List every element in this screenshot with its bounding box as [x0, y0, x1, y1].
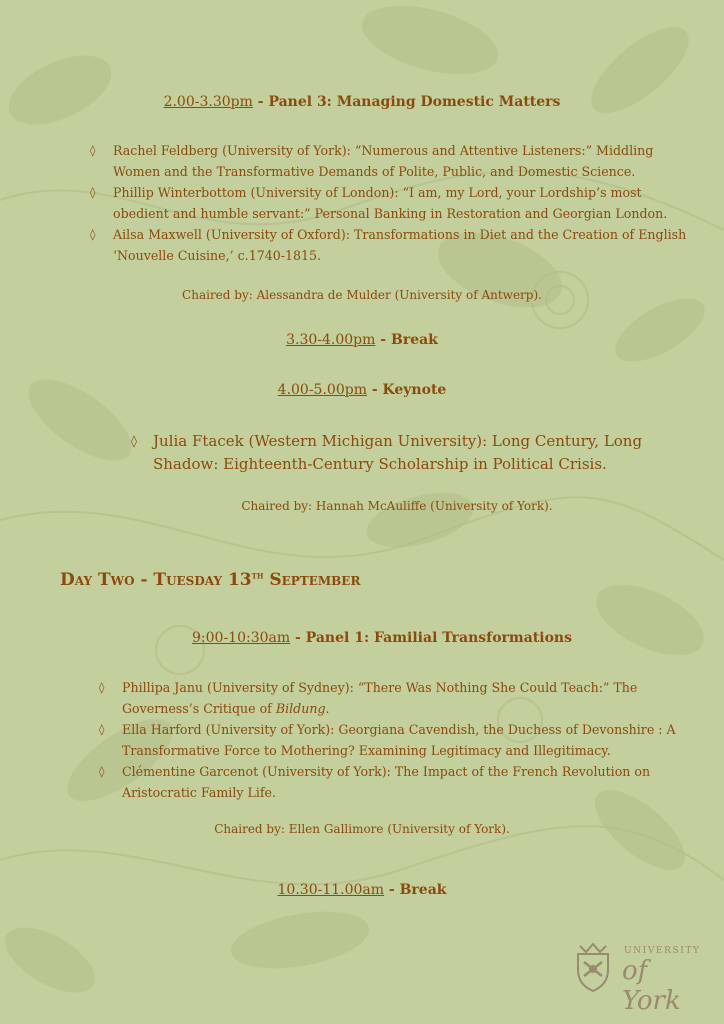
break2-time: 10.30-11.00am — [277, 882, 385, 898]
break2-heading: 10.30-11.00am - Break — [277, 882, 447, 898]
break1-title: Break — [390, 332, 438, 348]
diamond-bullet-icon: ◊ — [90, 144, 96, 157]
diamond-bullet-icon: ◊ — [90, 228, 96, 241]
diamond-bullet-icon: ◊ — [90, 186, 96, 199]
panel1-time: 9:00-10:30am — [192, 630, 291, 646]
panel3-speaker-list — [90, 140, 690, 266]
list-item: ◊ Phillip Winterbottom (University of London): “I am, my Lord, your Lordship’s most obedient and humble servant:” Personal Banking in Restoration and Georgian London. — [90, 182, 690, 224]
diamond-bullet-icon: ◊ — [131, 434, 137, 448]
list-item: ◊ Ailsa Maxwell (University of Oxford): Transformations in Diet and the Creation of English ‘Nouvelle Cuisine,’ c.1740-1815. — [90, 224, 690, 266]
diamond-bullet-icon: ◊ — [99, 765, 105, 778]
break1-heading: 3.30-4.00pm - Break — [286, 332, 438, 348]
panel3-heading — [0, 94, 724, 110]
list-item: ◊ Clémentine Garcenot (University of York): The Impact of the French Revolution on Aristocratic Family Life. — [99, 761, 699, 803]
panel1-chair: Chaired by: Ellen Gallimore (University of York). — [214, 822, 510, 836]
list-item: ◊ Rachel Feldberg (University of York): “Numerous and Attentive Listeners:” Middling Women and the Transformative Demands of Polite, Public, and Domestic Science. — [90, 140, 690, 182]
panel1-speaker-list — [99, 677, 699, 803]
university-of-york-logo — [572, 940, 704, 1016]
panel3-separator: - — [252, 94, 269, 110]
panel3-time: 2.00-3.30pm — [163, 94, 253, 110]
list-item: ◊ Ella Harford (University of York): Georgiana Cavendish, the Duchess of Devonshire : A Transformative Force to Mothering? Examining Legitimacy and Illegitimacy. — [99, 719, 699, 761]
day-two-heading: Day Two - Tuesday 13th September — [60, 570, 361, 590]
diamond-bullet-icon: ◊ — [99, 681, 105, 694]
panel3-title: Panel 3: Managing Domestic Matters — [268, 94, 561, 110]
keynote-heading: 4.00-5.00pm - Keynote — [277, 382, 447, 398]
logo-university-text: UNIVERSITY — [624, 946, 701, 956]
panel1-heading: 9:00-10:30am - Panel 1: Familial Transformations — [192, 630, 572, 646]
break1-time: 3.30-4.00pm — [286, 332, 376, 348]
list-item: ◊ Phillipa Janu (University of Sydney): “There Was Nothing She Could Teach:” The Governess’s Critique of Bildung. — [99, 677, 699, 719]
logo-york-text: of York — [622, 956, 681, 1016]
keynote-time: 4.00-5.00pm — [277, 382, 367, 398]
diamond-bullet-icon: ◊ — [99, 723, 105, 736]
keynote-speaker-list — [131, 430, 651, 476]
panel1-title: Panel 1: Familial Transformations — [305, 630, 572, 646]
list-item: ◊ Julia Ftacek (Western Michigan University): Long Century, Long Shadow: Eighteenth-Century Scholarship in Political Crisis. — [131, 432, 643, 473]
keynote-chair: Chaired by: Hannah McAuliffe (University of York). — [241, 499, 553, 513]
panel3-chair: Chaired by: Alessandra de Mulder (University of Antwerp). — [182, 288, 542, 302]
break2-title: Break — [399, 882, 447, 898]
york-crest-icon — [572, 940, 614, 992]
keynote-title: Keynote — [382, 382, 447, 398]
